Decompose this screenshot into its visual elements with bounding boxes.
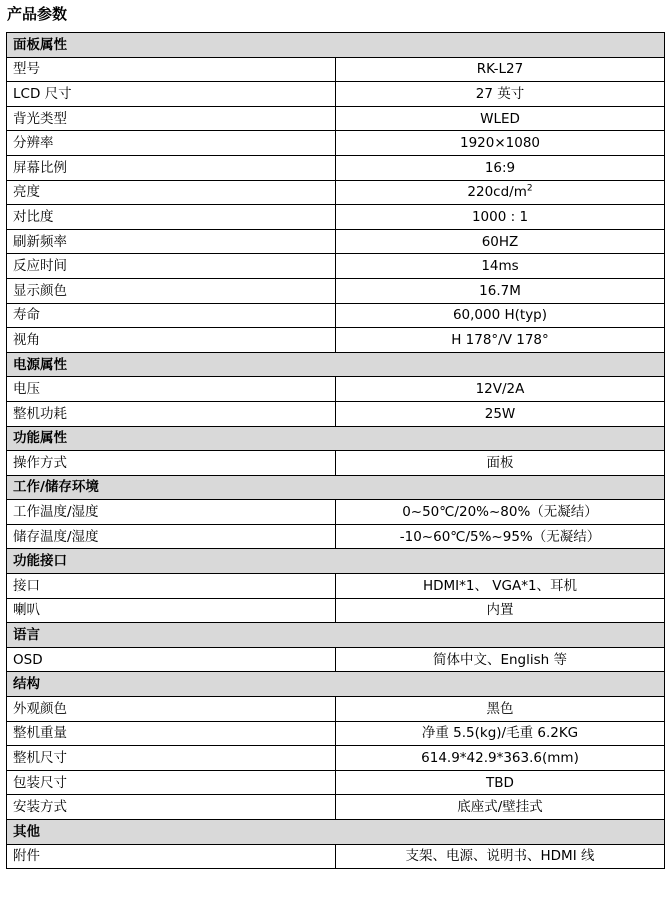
spec-label: 反应时间 — [7, 254, 336, 279]
section-title: 工作/储存环境 — [7, 475, 665, 500]
spec-label: 屏幕比例 — [7, 155, 336, 180]
spec-row — [7, 574, 665, 599]
spec-value — [336, 131, 665, 156]
section-title: 面板属性 — [7, 33, 665, 58]
spec-value-text: 25W — [484, 405, 516, 422]
spec-label: 寿命 — [7, 303, 336, 328]
spec-label: OSD — [7, 647, 336, 672]
spec-value — [336, 721, 665, 746]
spec-value-text: 黑色 — [486, 700, 514, 717]
spec-value-text: 底座式/壁挂式 — [457, 799, 543, 816]
spec-value — [336, 647, 665, 672]
spec-value — [336, 598, 665, 623]
spec-value-text: 净重 5.5(kg)/毛重 6.2KG — [421, 725, 579, 742]
spec-label: 整机功耗 — [7, 401, 336, 426]
spec-value-text: 16:9 — [484, 159, 516, 176]
section-header-row — [7, 820, 665, 845]
spec-value-text: 0~50℃/20%~80%（无凝结） — [402, 504, 598, 521]
spec-value-text: 220cd/m — [467, 184, 527, 201]
spec-label: 对比度 — [7, 205, 336, 230]
spec-value-text: 1920×1080 — [459, 135, 541, 152]
spec-label: 整机重量 — [7, 721, 336, 746]
section-title: 语言 — [7, 623, 665, 648]
spec-value — [336, 254, 665, 279]
spec-label: 背光类型 — [7, 106, 336, 131]
spec-row — [7, 328, 665, 353]
spec-table — [6, 32, 665, 869]
section-header-row — [7, 352, 665, 377]
spec-value-text: 1000 : 1 — [471, 208, 529, 225]
spec-label: 刷新频率 — [7, 229, 336, 254]
spec-row — [7, 131, 665, 156]
spec-value — [336, 377, 665, 402]
spec-label: 附件 — [7, 844, 336, 869]
spec-row — [7, 254, 665, 279]
spec-value-text: 14ms — [481, 258, 519, 275]
section-header-row — [7, 426, 665, 451]
spec-value-text: 16.7M — [479, 282, 521, 299]
section-title: 结构 — [7, 672, 665, 697]
spec-row — [7, 155, 665, 180]
spec-value-text: 面板 — [486, 454, 514, 471]
spec-value — [336, 500, 665, 525]
spec-value — [336, 770, 665, 795]
section-title: 其他 — [7, 820, 665, 845]
spec-label: 亮度 — [7, 180, 336, 205]
spec-value-text: RK-L27 — [476, 61, 524, 78]
spec-value-text: -10~60℃/5%~95%（无凝结） — [399, 528, 601, 545]
section-header-row — [7, 475, 665, 500]
spec-row — [7, 746, 665, 771]
spec-label: 显示颜色 — [7, 278, 336, 303]
spec-row — [7, 229, 665, 254]
spec-label: 视角 — [7, 328, 336, 353]
section-header-row — [7, 33, 665, 58]
section-header-row — [7, 623, 665, 648]
spec-value-text: 内置 — [486, 602, 514, 619]
spec-value-text: 27 英寸 — [475, 85, 525, 102]
spec-row — [7, 647, 665, 672]
spec-value-text: WLED — [480, 110, 520, 127]
spec-label: 储存温度/湿度 — [7, 524, 336, 549]
spec-label: 喇叭 — [7, 598, 336, 623]
spec-value — [336, 229, 665, 254]
page-title: 产品参数 — [7, 5, 68, 23]
spec-value — [336, 180, 665, 205]
spec-value-superscript: 2 — [526, 183, 533, 194]
spec-value-text: 614.9*42.9*363.6(mm) — [421, 750, 579, 767]
spec-value — [336, 57, 665, 82]
spec-value — [336, 303, 665, 328]
spec-value — [336, 795, 665, 820]
section-title: 电源属性 — [7, 352, 665, 377]
spec-row — [7, 795, 665, 820]
section-header-row — [7, 549, 665, 574]
spec-label: 整机尺寸 — [7, 746, 336, 771]
spec-row — [7, 278, 665, 303]
spec-value-text: HDMI*1、 VGA*1、耳机 — [422, 577, 578, 594]
spec-value — [336, 328, 665, 353]
spec-value — [336, 524, 665, 549]
spec-value — [336, 155, 665, 180]
spec-value — [336, 746, 665, 771]
spec-value-text: 简体中文、English 等 — [432, 651, 568, 668]
spec-value — [336, 574, 665, 599]
spec-label: 包装尺寸 — [7, 770, 336, 795]
section-header-row — [7, 672, 665, 697]
spec-value-text: H 178°/V 178° — [451, 331, 549, 348]
spec-label: 操作方式 — [7, 451, 336, 476]
spec-row — [7, 598, 665, 623]
spec-value — [336, 844, 665, 869]
spec-table-body — [7, 33, 665, 869]
spec-row — [7, 82, 665, 107]
section-title: 功能属性 — [7, 426, 665, 451]
spec-label: 分辨率 — [7, 131, 336, 156]
spec-value — [336, 82, 665, 107]
spec-value-text: 60HZ — [481, 233, 519, 250]
spec-value-text: 12V/2A — [475, 381, 525, 398]
section-title: 功能接口 — [7, 549, 665, 574]
spec-row — [7, 303, 665, 328]
spec-label: 外观颜色 — [7, 697, 336, 722]
spec-row — [7, 721, 665, 746]
spec-label: 安装方式 — [7, 795, 336, 820]
spec-label: 型号 — [7, 57, 336, 82]
spec-value — [336, 278, 665, 303]
spec-label: 工作温度/湿度 — [7, 500, 336, 525]
spec-row — [7, 844, 665, 869]
spec-row — [7, 180, 665, 205]
spec-value — [336, 451, 665, 476]
spec-value-text: 支架、电源、说明书、HDMI 线 — [405, 848, 595, 865]
spec-value — [336, 401, 665, 426]
spec-label: LCD 尺寸 — [7, 82, 336, 107]
spec-row — [7, 205, 665, 230]
spec-label: 接口 — [7, 574, 336, 599]
spec-row — [7, 57, 665, 82]
spec-value-text: TBD — [486, 774, 514, 791]
spec-row — [7, 697, 665, 722]
spec-value — [336, 697, 665, 722]
spec-row — [7, 500, 665, 525]
spec-value — [336, 106, 665, 131]
spec-row — [7, 401, 665, 426]
spec-row — [7, 770, 665, 795]
spec-row — [7, 377, 665, 402]
spec-row — [7, 524, 665, 549]
spec-label: 电压 — [7, 377, 336, 402]
spec-row — [7, 451, 665, 476]
spec-value-text: 60,000 H(typ) — [452, 307, 548, 324]
spec-row — [7, 106, 665, 131]
spec-value — [336, 205, 665, 230]
